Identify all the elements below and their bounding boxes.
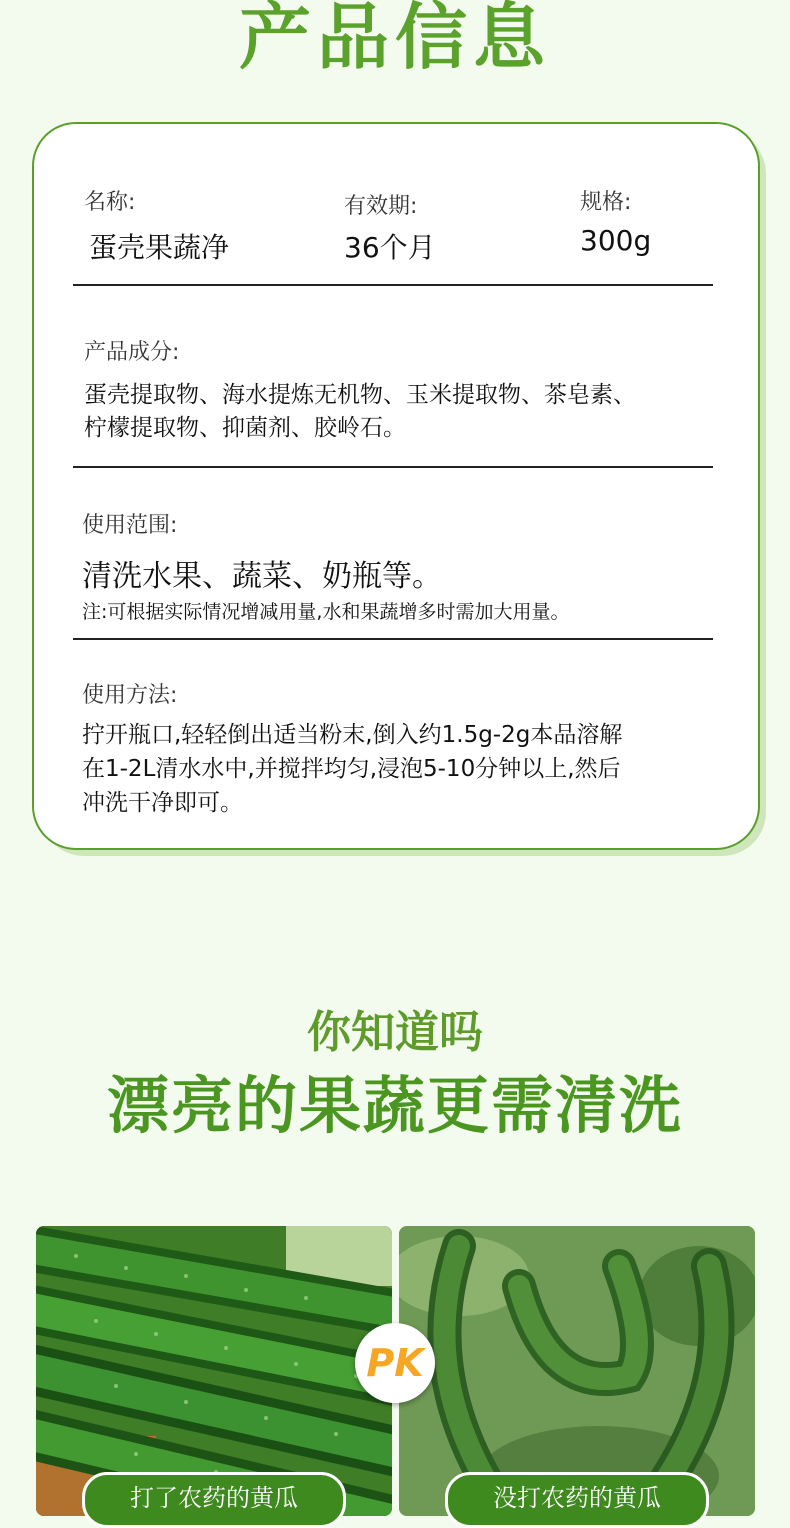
name-label: 名称: [84, 190, 136, 215]
usage-line-3: 冲洗干净即可。 [82, 790, 243, 816]
scope-note: 注:可根据实际情况增减用量,水和果蔬增多时需加大用量。 [82, 601, 570, 623]
usage-line-1: 拧开瓶口,轻轻倒出适当粉末,倒入约1.5g-2g本品溶解 [82, 722, 623, 748]
promo-slogan: 漂亮的果蔬更需清洗 [106, 1069, 683, 1142]
unsprayed-cucumber-caption: 没打农药的黄瓜 [445, 1472, 709, 1528]
ingredients-label: 产品成分: [84, 340, 180, 365]
promo-subtitle: 你知道吗 [307, 1007, 483, 1058]
ingredients-line-1: 蛋壳提取物、海水提炼无机物、玉米提取物、茶皂素、 [84, 382, 636, 408]
page-title: 产品信息 [238, 0, 551, 79]
shelf-life-label: 有效期: [344, 194, 418, 219]
divider [73, 284, 713, 286]
divider [73, 466, 713, 468]
scope-label: 使用范围: [82, 513, 178, 538]
spec-value: 300g [580, 224, 652, 257]
name-value: 蛋壳果蔬净 [89, 231, 230, 264]
usage-line-2: 在1-2L清水水中,并搅拌均匀,浸泡5-10分钟以上,然后 [82, 756, 621, 782]
usage-label: 使用方法: [82, 683, 178, 708]
sprayed-cucumber-caption: 打了农药的黄瓜 [82, 1472, 346, 1528]
pk-badge: PK [355, 1323, 435, 1403]
shelf-life-value: 36个月 [344, 231, 436, 264]
divider [73, 638, 713, 640]
spec-label: 规格: [580, 190, 632, 215]
ingredients-line-2: 柠檬提取物、抑菌剂、胶岭石。 [84, 415, 406, 441]
scope-value: 清洗水果、蔬菜、奶瓶等。 [82, 559, 442, 594]
